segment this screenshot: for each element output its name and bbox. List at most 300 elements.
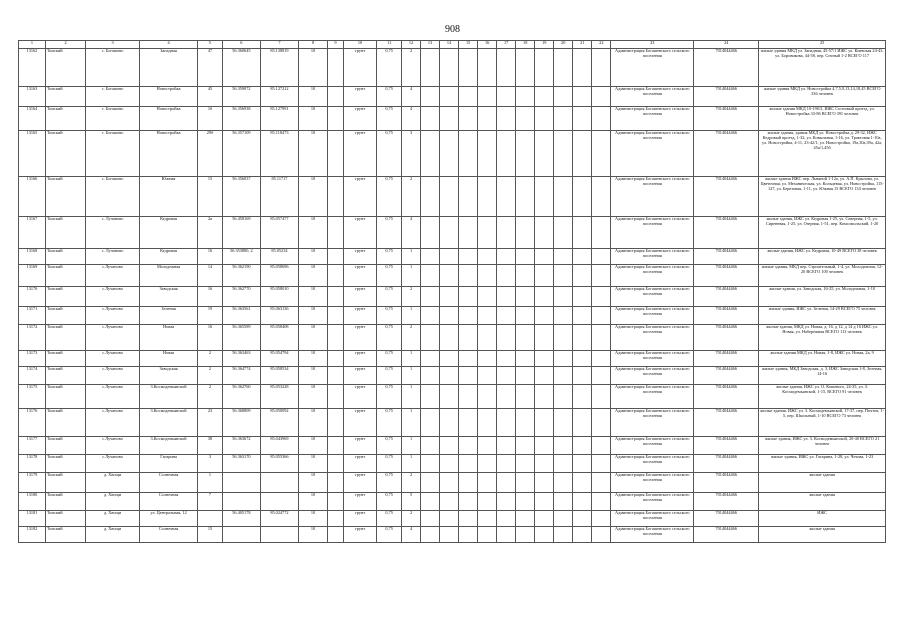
cell-empty [328, 351, 344, 367]
cell-empty [459, 473, 478, 493]
cell-lon [260, 473, 298, 493]
cell-empty [440, 107, 459, 131]
cell-empty [535, 511, 554, 527]
cell-empty [478, 217, 497, 249]
cell-empty [592, 107, 611, 131]
cell-c10: грунт [343, 351, 377, 367]
cell-empty [478, 49, 497, 87]
column-number: 12 [402, 41, 421, 49]
cell-c8: 10 [298, 527, 327, 543]
table-row [19, 351, 886, 367]
cell-empty [592, 177, 611, 217]
cell-source: жилые здания, ИЖС ул. 3. Космодемьянской, 17-37, пер. Почтов, 1-5, пер. Школьный, 1-10 ВСЕГО 73 человек [759, 409, 886, 437]
cell-street: Кедровая [139, 249, 197, 265]
cell-empty [592, 409, 611, 437]
cell-id: 13180 [19, 493, 46, 511]
cell-empty [440, 325, 459, 351]
cell-empty [459, 455, 478, 473]
cell-empty [328, 511, 344, 527]
cell-empty [535, 131, 554, 177]
cell-c12: 3 [402, 131, 421, 177]
cell-street: Заводская [139, 367, 197, 385]
cell-place: д. Хвощи [86, 473, 140, 493]
cell-lat: 56.357109 [222, 131, 260, 177]
cell-empty [497, 131, 516, 177]
cell-source: жилые здания, МКД пер. Строительный, 1-4, ул. Молодежная, 12-20 ВСЕГО 100 человек [759, 265, 886, 287]
cell-empty [440, 527, 459, 543]
cell-lat: 56.368809 [222, 409, 260, 437]
cell-empty [421, 437, 440, 455]
cell-empty [592, 265, 611, 287]
cell-c8: 10 [298, 493, 327, 511]
cell-inn: 7014044466 [694, 473, 759, 493]
cell-empty [440, 473, 459, 493]
cell-empty [497, 409, 516, 437]
cell-c11: 0,75 [377, 249, 402, 265]
cell-empty [516, 409, 535, 437]
column-number: 17 [497, 41, 516, 49]
column-number: 25 [759, 41, 886, 49]
cell-inn: 7014044466 [694, 493, 759, 511]
table-row [19, 265, 886, 287]
cell-lon: 85.043969 [260, 437, 298, 455]
cell-street: Заводская [139, 287, 197, 307]
cell-empty [440, 493, 459, 511]
cell-id: 13173 [19, 351, 46, 367]
cell-lat: 56.363672 [222, 437, 260, 455]
cell-source: жилые здания МКД ул. Новая, 1-8, ИЖС ул. Новая, 2а, 9 [759, 351, 886, 367]
cell-empty [573, 351, 592, 367]
table-row [19, 131, 886, 177]
cell-street: 3.Космодемьянской [139, 409, 197, 437]
cell-c10: грунт [343, 287, 377, 307]
cell-empty [497, 107, 516, 131]
cell-district: Томский [45, 249, 85, 265]
cell-id: 13176 [19, 409, 46, 437]
cell-empty [573, 385, 592, 409]
cell-street: Гагарина [139, 455, 197, 473]
cell-c10: грунт [343, 87, 377, 107]
cell-empty [554, 409, 573, 437]
cell-district: Томский [45, 265, 85, 287]
cell-c11: 0,75 [377, 107, 402, 131]
cell-inn: 7014044466 [694, 87, 759, 107]
cell-owner: Администрация Богашевского сельского поселения [611, 49, 694, 87]
cell-empty [478, 249, 497, 265]
cell-house [198, 511, 223, 527]
cell-source: жилые здания [759, 527, 886, 543]
cell-house: 15 [198, 527, 223, 543]
cell-c10: грунт [343, 385, 377, 409]
cell-c11: 0,75 [377, 409, 402, 437]
cell-empty [535, 473, 554, 493]
cell-c10: грунт [343, 437, 377, 455]
cell-place: с. Богашево [86, 177, 140, 217]
cell-empty [478, 87, 497, 107]
cell-owner: Администрация Богашевского сельского поселения [611, 131, 694, 177]
cell-id: 13179 [19, 473, 46, 493]
cell-c12: 4 [402, 527, 421, 543]
cell-lat: 56.363561 [222, 307, 260, 325]
column-number: 22 [592, 41, 611, 49]
cell-owner: Администрация Богашевского сельского поселения [611, 385, 694, 409]
cell-empty [535, 325, 554, 351]
cell-owner: Администрация Богашевского сельского поселения [611, 249, 694, 265]
cell-empty [478, 367, 497, 385]
cell-empty [554, 325, 573, 351]
cell-c11: 0,75 [377, 455, 402, 473]
cell-c8: 10 [298, 217, 327, 249]
column-number: 21 [573, 41, 592, 49]
table-row [19, 325, 886, 351]
cell-empty [328, 325, 344, 351]
cell-empty [535, 249, 554, 265]
cell-source: жилые здания МКД ул. Западная, 45-57/1 ИЖС ул. Киевская 24-43, ул. Боровикова, 44-58, пер. Сочный 1-2 ВСЕГО 117 [759, 49, 886, 87]
cell-empty [421, 385, 440, 409]
cell-empty [459, 493, 478, 511]
cell-empty [592, 367, 611, 385]
cell-empty [592, 455, 611, 473]
cell-lon: 85.058408 [260, 325, 298, 351]
cell-empty [328, 265, 344, 287]
column-number: 23 [611, 41, 694, 49]
cell-id: 13178 [19, 455, 46, 473]
cell-empty [497, 87, 516, 107]
cell-c12: 5 [402, 493, 421, 511]
cell-empty [554, 265, 573, 287]
cell-owner: Администрация Богашевского сельского поселения [611, 325, 694, 351]
cell-lon [260, 527, 298, 543]
cell-id: 13182 [19, 527, 46, 543]
cell-c11: 0,75 [377, 217, 402, 249]
cell-house: 23 [198, 409, 223, 437]
column-number: 11 [377, 41, 402, 49]
cell-empty [554, 107, 573, 131]
cell-empty [573, 287, 592, 307]
cell-empty [328, 177, 344, 217]
cell-empty [478, 527, 497, 543]
table-row [19, 87, 886, 107]
cell-c8: 10 [298, 473, 327, 493]
cell-empty [497, 265, 516, 287]
cell-inn: 7014044466 [694, 131, 759, 177]
cell-empty [535, 87, 554, 107]
cell-empty [516, 177, 535, 217]
cell-c11: 0,75 [377, 351, 402, 367]
cell-empty [497, 527, 516, 543]
cell-c8: 10 [298, 131, 327, 177]
cell-empty [573, 527, 592, 543]
cell-lon: 85.127991 [260, 107, 298, 131]
cell-source: жилые здания МКД ул. Новостройка 4,7,5,9,13,14,18,45 ВСЕГО 336 человек [759, 87, 886, 107]
cell-empty [554, 87, 573, 107]
cell-empty [535, 493, 554, 511]
cell-empty [497, 511, 516, 527]
cell-c11: 0,75 [377, 527, 402, 543]
table-row [19, 511, 886, 527]
cell-empty [554, 367, 573, 385]
cell-empty [328, 493, 344, 511]
cell-house: 15 [198, 177, 223, 217]
cell-empty [421, 527, 440, 543]
cell-c8: 10 [298, 177, 327, 217]
cell-source: жилые здания, МКД ул. Новая, д. 16, д 12, д 14 д 16 ИЖС ул. Новая, ул. Набережная ВСЕГО 113 человек [759, 325, 886, 351]
cell-district: Томский [45, 437, 85, 455]
cell-place: с.Лучаново [86, 437, 140, 455]
cell-c10: грунт [343, 325, 377, 351]
cell-street: Южная [139, 177, 197, 217]
cell-c10: грунт [343, 265, 377, 287]
cell-empty [328, 367, 344, 385]
cell-owner: Администрация Богашевского сельского поселения [611, 177, 694, 217]
cell-empty [592, 49, 611, 87]
cell-lat [222, 493, 260, 511]
cell-owner: Администрация Богашевского сельского поселения [611, 367, 694, 385]
cell-empty [478, 351, 497, 367]
cell-lat: 56.353880, 2 [222, 249, 260, 265]
column-number: 16 [478, 41, 497, 49]
cell-empty [573, 177, 592, 217]
cell-empty [516, 493, 535, 511]
cell-house: 19 [198, 307, 223, 325]
cell-place: д. Хвощи [86, 511, 140, 527]
cell-empty [516, 437, 535, 455]
cell-empty [440, 217, 459, 249]
cell-owner: Администрация Богашевского сельского поселения [611, 511, 694, 527]
cell-street: Новая [139, 325, 197, 351]
cell-place: с. Лучаново [86, 217, 140, 249]
cell-empty [535, 107, 554, 131]
cell-place: с.Лучаново [86, 287, 140, 307]
cell-id: 13165 [19, 131, 46, 177]
column-number: 14 [440, 41, 459, 49]
cell-street: 3.Космодемьянской [139, 385, 197, 409]
cell-inn: 7014044466 [694, 249, 759, 265]
cell-empty [592, 287, 611, 307]
cell-empty [497, 437, 516, 455]
cell-empty [421, 351, 440, 367]
cell-empty [516, 527, 535, 543]
cell-c12: 1 [402, 437, 421, 455]
cell-c8: 10 [298, 409, 327, 437]
cell-place: с.Лучаново [86, 307, 140, 325]
cell-empty [516, 307, 535, 325]
cell-district: Томский [45, 493, 85, 511]
column-number: 2 [45, 41, 85, 49]
cell-empty [459, 351, 478, 367]
cell-place: с. Богашево [86, 87, 140, 107]
cell-street: Солнечная [139, 527, 197, 543]
cell-c12: 2 [402, 473, 421, 493]
cell-empty [328, 307, 344, 325]
cell-owner: Администрация Богашевского сельского поселения [611, 217, 694, 249]
cell-street: Новостройка [139, 107, 197, 131]
cell-id: 13174 [19, 367, 46, 385]
cell-empty [497, 351, 516, 367]
table-row [19, 437, 886, 455]
cell-house: 45 [198, 87, 223, 107]
cell-empty [478, 325, 497, 351]
cell-empty [440, 385, 459, 409]
cell-empty [554, 527, 573, 543]
cell-empty [459, 307, 478, 325]
cell-c11: 0,75 [377, 385, 402, 409]
cell-lon: 85.05234 [260, 249, 298, 265]
cell-lon: 85.050092 [260, 409, 298, 437]
cell-empty [516, 367, 535, 385]
cell-empty [592, 437, 611, 455]
cell-inn: 7014044466 [694, 325, 759, 351]
cell-id: 13169 [19, 265, 46, 287]
column-number: 19 [535, 41, 554, 49]
cell-id: 13175 [19, 385, 46, 409]
cell-lon: 85.054794 [260, 351, 298, 367]
cell-c8: 10 [298, 511, 327, 527]
cell-c8: 10 [298, 265, 327, 287]
cell-house: 38 [198, 437, 223, 455]
cell-owner: Администрация Богашевского сельского поселения [611, 437, 694, 455]
cell-empty [328, 49, 344, 87]
cell-empty [535, 409, 554, 437]
cell-house: 2 [198, 385, 223, 409]
column-number: 20 [554, 41, 573, 49]
cell-c8: 10 [298, 307, 327, 325]
cell-house: 2 [198, 367, 223, 385]
cell-street: Новостройка [139, 87, 197, 107]
column-number: 18 [516, 41, 535, 49]
cell-empty [592, 249, 611, 265]
cell-lon: 85.138819 [260, 49, 298, 87]
cell-street: ул. Центральная, 12 [139, 511, 197, 527]
table-row [19, 249, 886, 265]
cell-empty [535, 49, 554, 87]
cell-empty [554, 351, 573, 367]
cell-empty [478, 287, 497, 307]
cell-c10: грунт [343, 49, 377, 87]
cell-c12: 1 [402, 351, 421, 367]
table-row [19, 177, 886, 217]
cell-place: с.Лучаново [86, 351, 140, 367]
cell-c10: грунт [343, 107, 377, 131]
cell-street: Новая [139, 351, 197, 367]
cell-empty [459, 409, 478, 437]
cell-street: Кедровая [139, 217, 197, 249]
cell-house: 14 [198, 265, 223, 287]
cell-empty [421, 87, 440, 107]
cell-empty [328, 217, 344, 249]
cell-lat: 56.359072 [222, 87, 260, 107]
cell-lon: 85.118473 [260, 131, 298, 177]
cell-c12: 1 [402, 385, 421, 409]
cell-empty [554, 307, 573, 325]
cell-empty [516, 249, 535, 265]
cell-empty [478, 307, 497, 325]
cell-empty [328, 473, 344, 493]
cell-house: 29б [198, 131, 223, 177]
cell-empty [592, 217, 611, 249]
cell-house: 1 [198, 473, 223, 493]
column-number: 3 [86, 41, 140, 49]
cell-empty [421, 325, 440, 351]
cell-empty [421, 367, 440, 385]
cell-c11: 0,75 [377, 287, 402, 307]
cell-owner: Администрация Богашевского сельского поселения [611, 287, 694, 307]
cell-empty [554, 49, 573, 87]
cell-lat: 56.363170 [222, 455, 260, 473]
cell-empty [459, 49, 478, 87]
cell-id: 13177 [19, 437, 46, 455]
register-body [19, 49, 886, 543]
cell-c12: 1 [402, 409, 421, 437]
cell-empty [516, 511, 535, 527]
cell-empty [592, 473, 611, 493]
cell-empty [535, 455, 554, 473]
column-number: 5 [198, 41, 223, 49]
cell-empty [459, 177, 478, 217]
cell-house: 2 [198, 351, 223, 367]
cell-source: жилые здания, ИЖС ул. Кедровая, 10-49 ВСЕГО 38 человек [759, 249, 886, 265]
cell-source: жилые здания, ул. Заводская, 16-25, ул. Молодежная, 1-10 [759, 287, 886, 307]
cell-source: жилые здания [759, 473, 886, 493]
cell-id: 13181 [19, 511, 46, 527]
cell-empty [440, 409, 459, 437]
cell-empty [592, 385, 611, 409]
cell-inn: 7014044466 [694, 351, 759, 367]
cell-c11: 0,75 [377, 131, 402, 177]
cell-district: Томский [45, 385, 85, 409]
cell-empty [516, 49, 535, 87]
cell-empty [592, 307, 611, 325]
cell-inn: 7014044466 [694, 287, 759, 307]
cell-c11: 0,75 [377, 49, 402, 87]
cell-c8: 10 [298, 351, 327, 367]
cell-empty [554, 511, 573, 527]
cell-empty [440, 351, 459, 367]
column-number: 13 [421, 41, 440, 49]
cell-empty [592, 131, 611, 177]
cell-empty [497, 493, 516, 511]
cell-lat: 56.365589 [222, 325, 260, 351]
cell-empty [516, 131, 535, 177]
cell-house: 16 [198, 249, 223, 265]
table-row [19, 107, 886, 131]
cell-lon: 85.058696 [260, 265, 298, 287]
table-row [19, 217, 886, 249]
cell-house: 3 [198, 455, 223, 473]
cell-district: Томский [45, 87, 85, 107]
cell-empty [440, 177, 459, 217]
cell-empty [478, 473, 497, 493]
cell-empty [573, 473, 592, 493]
cell-district: Томский [45, 49, 85, 87]
cell-empty [516, 351, 535, 367]
cell-id: 13172 [19, 325, 46, 351]
cell-empty [459, 325, 478, 351]
cell-district: Томский [45, 107, 85, 131]
cell-empty [459, 249, 478, 265]
cell-inn: 7014044466 [694, 527, 759, 543]
cell-lat: 56.360645 [222, 49, 260, 87]
cell-c12: 1 [402, 265, 421, 287]
column-number: 8 [298, 41, 327, 49]
cell-empty [573, 49, 592, 87]
cell-empty [328, 107, 344, 131]
cell-c12: 4 [402, 87, 421, 107]
cell-empty [535, 385, 554, 409]
cell-empty [497, 249, 516, 265]
cell-place: с.Лучаново [86, 409, 140, 437]
cell-id: 13168 [19, 249, 46, 265]
